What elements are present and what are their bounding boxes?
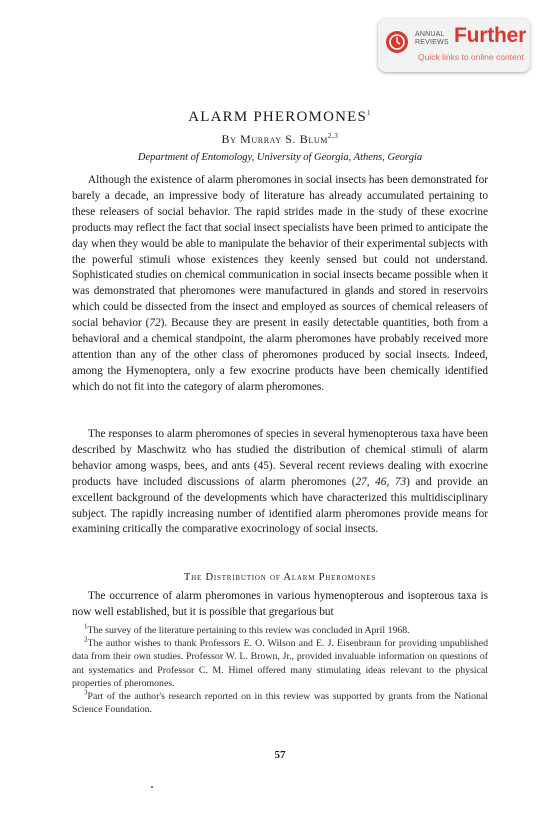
author-footnote-markers: 2,3 xyxy=(327,132,339,140)
footnote-2-text: The author wishes to thank Professors E. O. Wilson and E. J. Eisenbraun for providing unpublished data from their own studies. Professor W. L. Brown, Jr., provided invaluable information on questions of ant systematics and Professor C. M. Himel offered many stimulating ideas relevant to the physical properties of pheromones. xyxy=(72,638,488,689)
author-affiliation: Department of Entomology, University of Georgia, Athens, Georgia xyxy=(137,152,423,163)
paragraph-1-text-b: ). Because they are present in easily detectable quantities, both from a behavioral and a chemical standpoint, the alarm pheromones have probably received more attention than any of the other class of pheromones produced by social insects. Indeed, among the Hymenoptera, only a few exocrine products have been chemically identified which do not fit into the category of alarm pheromones. xyxy=(72,317,488,393)
footnote-1-marker: 1 xyxy=(84,622,88,631)
citation-ref: 72 xyxy=(149,317,161,330)
footnote-3-marker: 3 xyxy=(84,688,88,697)
publisher-line-2: REVIEWS xyxy=(415,39,449,46)
footnote-2-marker: 2 xyxy=(84,635,88,644)
footnote-3 xyxy=(72,690,488,716)
footnote-3-text: Part of the author's research reported on in this review was supported by grants from the National Science Foundation. xyxy=(72,691,488,716)
paragraph-1-text-a: Although the existence of alarm pheromones in social insects has been demonstrated for barely a decade, an impressive body of literature has already accumulated pertaining to these releasers of social behavior. The rapid strides made in the study of these exocrine products may reflect the fact that social insect specialists have been primed to anticipate the day when they would be able to manipulate the behavior of their experimental subjects with the powerful stimuli whose existences they keenly sensed but could not understand. Sophisticated studies on chemical communication in social insects became possible when it was demonstrated that pheromones were manufactured in glands and stored in reservoirs which could be dissected from the insect and employed as sources of chemical releasers of social behavior ( xyxy=(72,174,488,330)
further-subtitle: Quick links to online content xyxy=(418,52,524,62)
footnotes xyxy=(72,624,488,716)
author-name: Murray S. Blum xyxy=(240,132,328,146)
footnote-1 xyxy=(72,624,488,637)
citation-refs: 27, 46, 73 xyxy=(355,475,407,488)
paragraph-2-text-a: The responses to alarm pheromones of species in several hymenopterous taxa have been described by Maschwitz who has studied the distribution of chemical stimuli of alarm behavior among wasps, bees, and ants (45). Several recent reviews dealing with exocrine products have included discussions of alarm pheromones ( xyxy=(72,428,488,488)
paragraph-1 xyxy=(72,173,488,396)
further-banner-link[interactable] xyxy=(378,18,530,72)
publisher-wordmark xyxy=(415,31,449,47)
paragraph-2-text-b: ) and provide an excellent background of the developments which have characterized this multidisciplinary subject. The rapidly increasing number of identified alarm pheromones provide means for examining critically the comparative exocrinology of social insects. xyxy=(72,475,488,536)
paragraph-2 xyxy=(72,427,488,538)
publisher-line-1: ANNUAL xyxy=(415,31,445,38)
author-prefix: By xyxy=(221,132,237,146)
author-line xyxy=(0,132,560,147)
page-number: 57 xyxy=(274,749,286,761)
article-title-text: ALARM PHEROMONES xyxy=(188,109,368,125)
title-footnote-marker: 1 xyxy=(367,109,372,117)
footnote-2 xyxy=(72,637,488,690)
paragraph-3 xyxy=(72,589,488,621)
annual-reviews-logo-icon xyxy=(386,31,408,53)
section-heading: The Distribution of Alarm Pheromones xyxy=(183,572,377,583)
scan-speck xyxy=(151,786,153,788)
paragraph-3-text: The occurrence of alarm pheromones in various hymenopterous and isopterous taxa is now well established, but it is possible that gregarious but xyxy=(72,590,488,618)
article-title xyxy=(0,108,560,126)
further-label: Further xyxy=(454,24,527,47)
footnote-1-text: The survey of the literature pertaining to this review was concluded in April 1968. xyxy=(87,625,410,636)
